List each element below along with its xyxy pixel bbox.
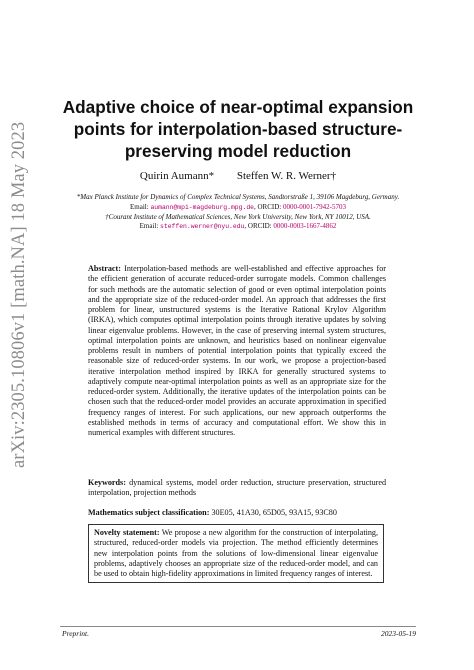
novelty-label: Novelty statement: [94, 528, 160, 537]
paper-title: Adaptive choice of near-optimal expansion points for interpolation-based structure-preserving model reduction [62, 97, 414, 161]
orcid-link[interactable]: 0000-0003-1667-4862 [273, 222, 337, 231]
footer-preprint: Preprint. [62, 629, 90, 638]
affiliation-1-contact [60, 203, 416, 213]
affiliation-2: †Courant Institute of Mathematical Sciences, New York University, New York, NY 10012, USA. [105, 212, 371, 221]
footer-divider [60, 626, 416, 627]
msc-label: Mathematics subject classification: [88, 508, 210, 517]
orcid-label: , ORCID: [244, 222, 272, 231]
keywords-label: Keywords: [88, 478, 126, 487]
email-link[interactable]: steffen.werner@nyu.edu [160, 223, 245, 231]
email-label: Email: [139, 222, 159, 231]
author-list [60, 170, 416, 182]
keywords-text: dynamical systems, model order reduction, structure preservation, structured interpolation, projection methods [88, 478, 387, 498]
author-name: Quirin Aumann* [139, 170, 215, 182]
abstract-label: Abstract: [88, 264, 121, 273]
affiliation-2-contact [60, 222, 416, 232]
email-link[interactable]: aumann@mpi-magdeburg.mpg.de [150, 203, 254, 211]
orcid-link[interactable]: 0000-0001-7942-5703 [282, 202, 346, 211]
author-name: Steffen W. R. Werner† [236, 170, 337, 182]
abstract [88, 264, 386, 438]
affiliations [60, 193, 416, 232]
abstract-text: Interpolation-based methods are well-established and effective approaches for the efficient generation of accurate reduced-order surrogate models. Common challenges for such methods are the automatic selection of good or even optimal interpolation points and the appropriate size of the reduced-order model. An approach that addresses the first problem for linear, unstructured systems is the Iterative Rational Krylov Algorithm (IRKA), which computes optimal interpolation points through iterative updates by solving linear eigenvalue problems. However, in the case of preserving internal system structures, optimal interpolation points are unknown, and heuristics based on nonlinear eigenvalue problems result in numbers of potential interpolation points that typically exceed the reasonable size of reduced-order systems. In our work, we propose a projection-based iterative interpolation method inspired by IRKA for generally structured systems to adaptively compute near-optimal interpolation points as well as an appropriate size for the reduced-order system. Additionally, the iterative updates of the interpolation points can be chosen such that the reduced-order model provides an accurate approximation in specified frequency ranges of interest. For such applications, our new approach outperforms the established methods in terms of accuracy and computational effort. We show this in numerical examples with different structures. [88, 264, 386, 437]
email-label: Email: [130, 202, 149, 211]
msc-classification [88, 508, 386, 518]
novelty-statement-box [88, 524, 384, 583]
affiliation-1: *Max Planck Institute for Dynamics of Complex Technical Systems, Sandtorstraße 1, 39106 Magdeburg, Germany. [76, 193, 400, 201]
orcid-label: , ORCID: [253, 202, 282, 211]
footer-date: 2023-05-19 [381, 629, 416, 638]
keywords [88, 478, 386, 499]
novelty-text: We propose a new algorithm for the construction of interpolating, structured, reduced-order models via projection. The method efficiently determines new interpolation points from the solutions of low-dimensional linear eigenvalue problems, adaptively chooses an appropriate size of the reduced-order model, and can be used to obtain high-fidelity approximations in limited frequency ranges of interest. [94, 528, 379, 578]
msc-text: 30E05, 41A30, 65D05, 93A15, 93C80 [211, 508, 337, 517]
arxiv-identifier: arXiv:2305.10806v1 [math.NA] 18 May 2023 [9, 121, 29, 468]
